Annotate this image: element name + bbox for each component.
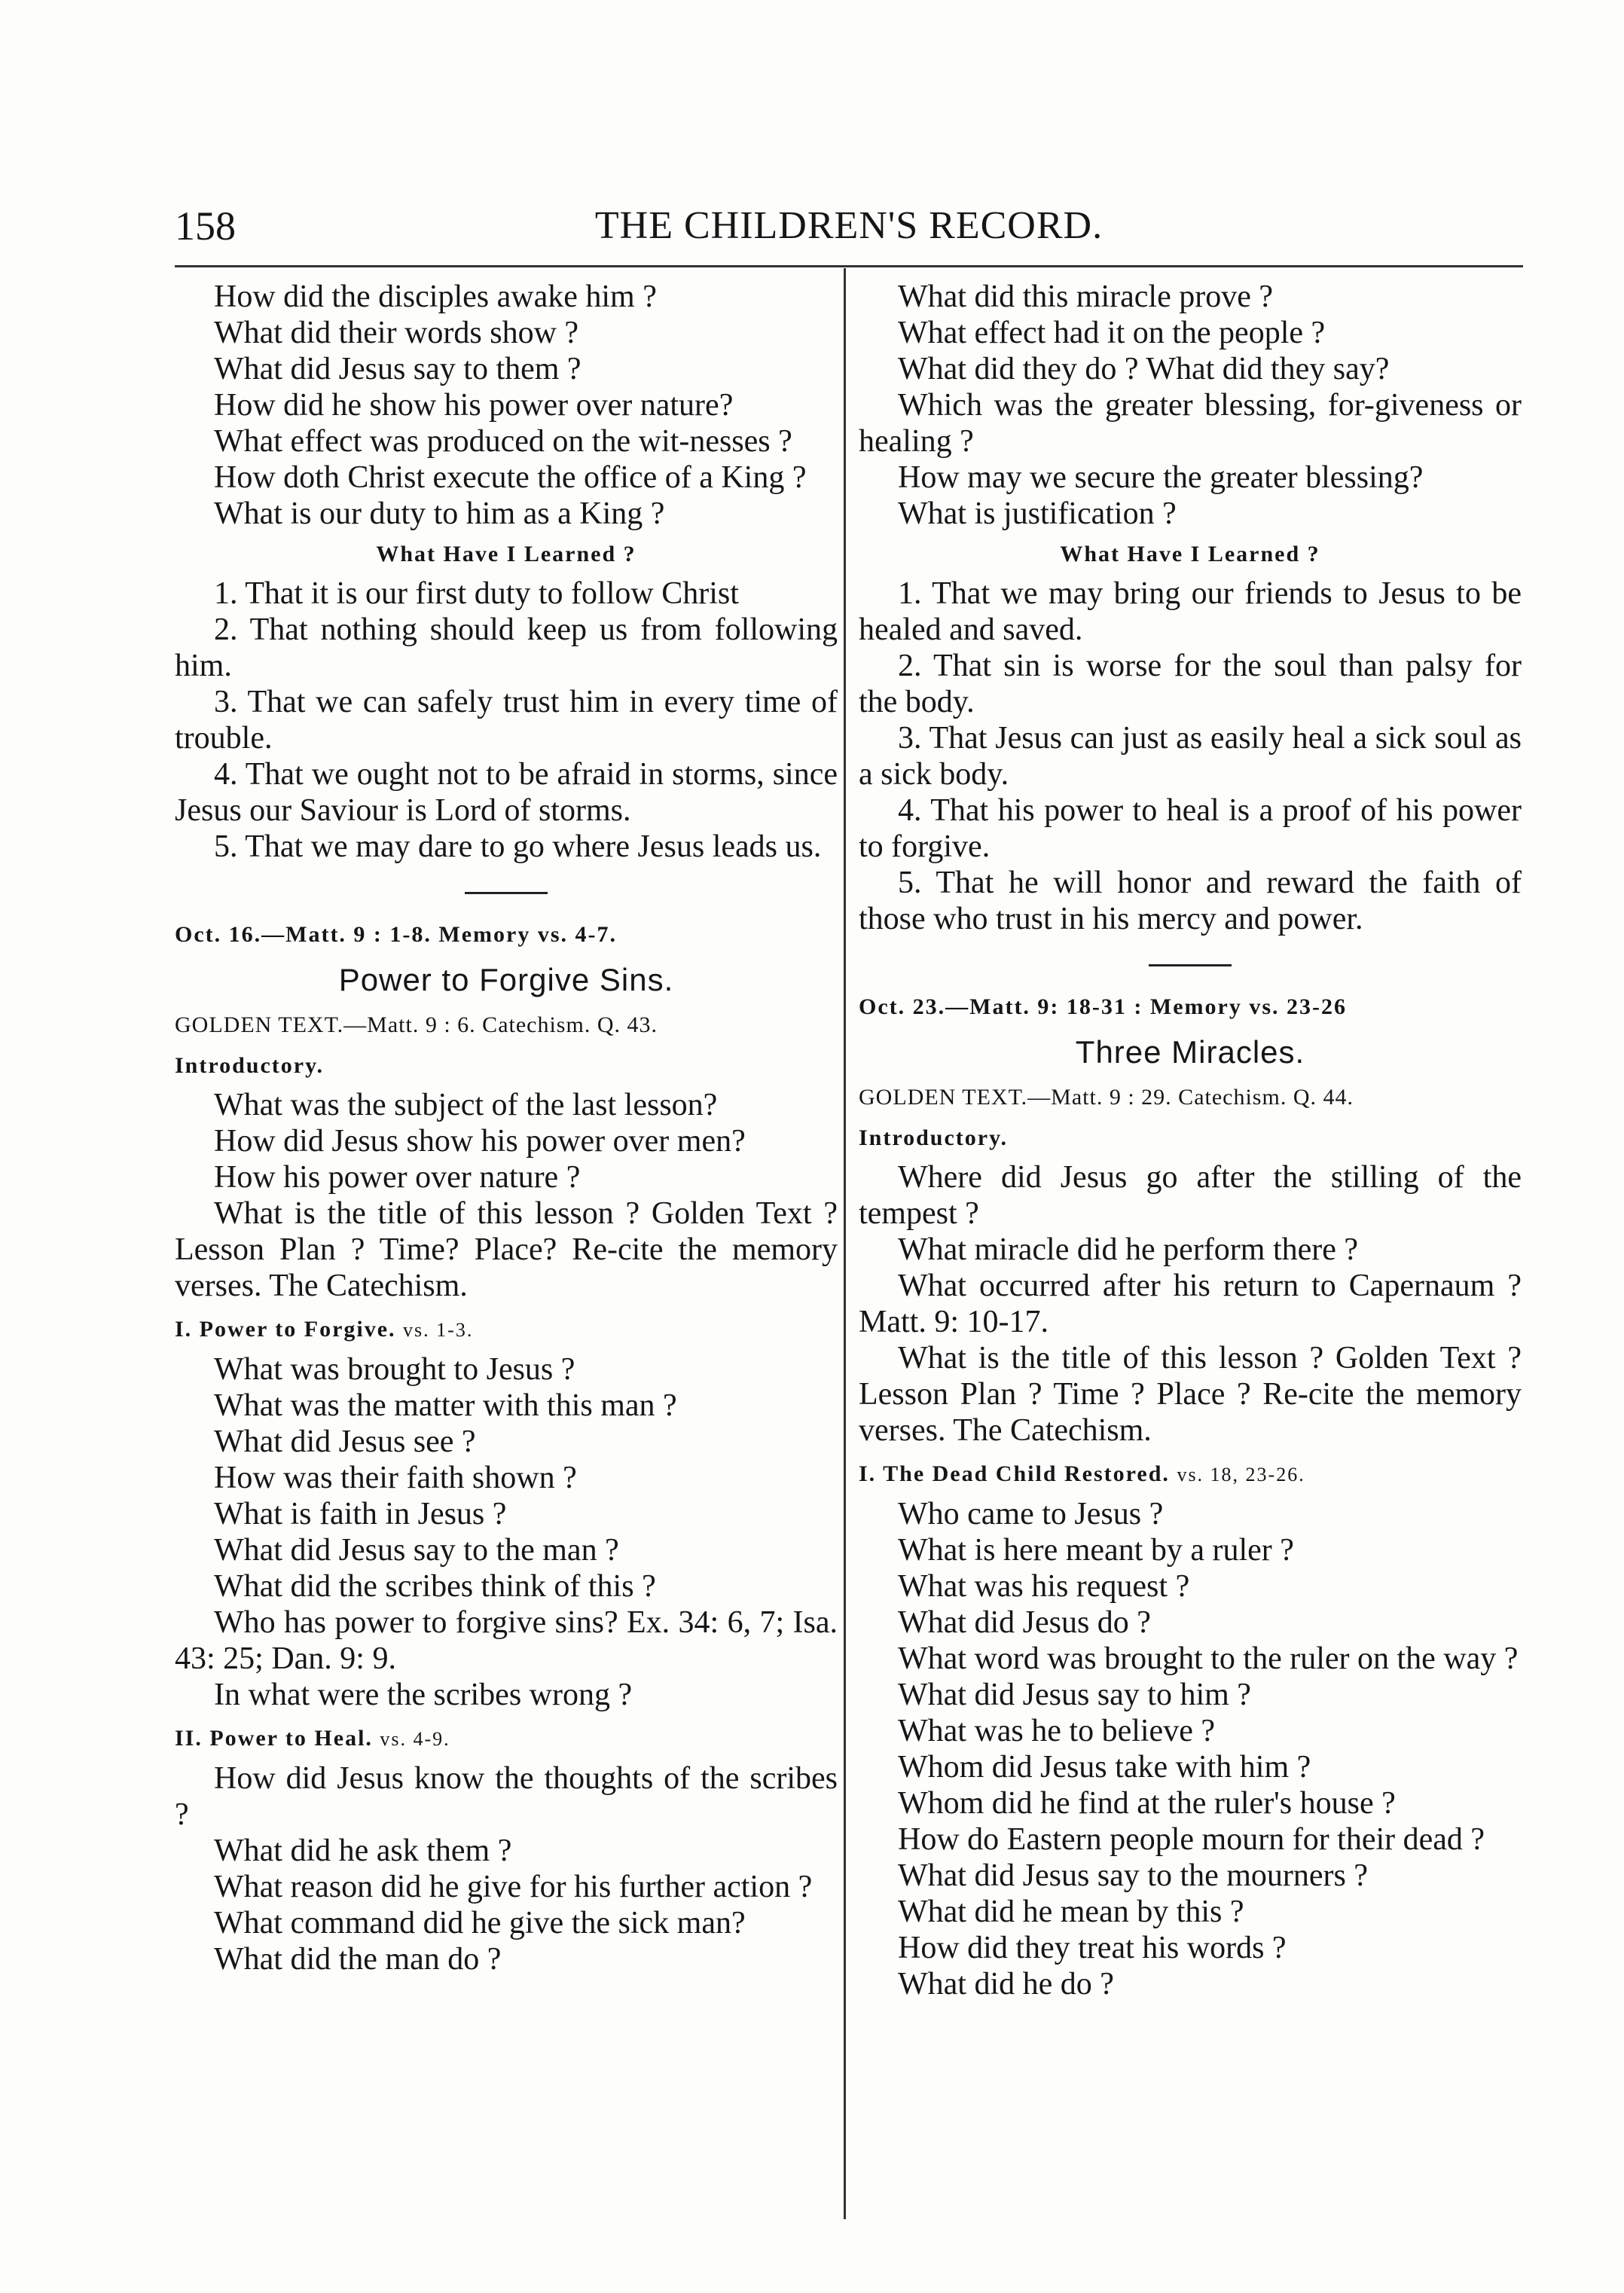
question: How do Eastern people mourn for their dead ?	[898, 1822, 1485, 1857]
learned-item: 1. That we may bring our friends to Jesus to be healed and saved.	[859, 576, 1522, 647]
question: How may we secure the greater blessing?	[898, 460, 1424, 495]
learned-heading: What Have I Learned ?	[1060, 542, 1320, 566]
question: How did they treat his words ?	[898, 1931, 1287, 1965]
learned-heading: What Have I Learned ?	[376, 542, 636, 566]
question: How did he show his power over nature?	[214, 388, 734, 423]
learned-item: 3. That Jesus can just as easily heal a sick soul as a sick body.	[859, 721, 1522, 792]
learned-item: 4. That his power to heal is a proof of his power to forgive.	[859, 793, 1522, 864]
question: What did Jesus see ?	[214, 1424, 476, 1459]
learned-item: 2. That nothing should keep us from following him.	[175, 612, 838, 683]
question: Whom did Jesus take with him ?	[898, 1750, 1311, 1785]
question: What effect was produced on the wit-nesses ?	[214, 424, 792, 459]
question: What did they do ? What did they say?	[898, 352, 1390, 386]
lesson-title: Power to Forgive Sins.	[338, 962, 674, 997]
question: What did this miracle prove ?	[898, 279, 1273, 314]
question: How did the disciples awake him ?	[214, 279, 657, 314]
section-heading	[175, 1314, 838, 1345]
introductory-heading: Introductory.	[175, 1053, 324, 1078]
column-divider	[844, 268, 846, 2219]
question: What reason did he give for his further action ?	[214, 1870, 813, 1904]
question: What miracle did he perform there ?	[898, 1232, 1359, 1267]
learned-item: 2. That sin is worse for the soul than palsy for the body.	[859, 649, 1522, 719]
question: What did he ask them ?	[214, 1833, 512, 1868]
question: How his power over nature ?	[214, 1160, 581, 1195]
left-column	[175, 279, 838, 1977]
learned-item: 5. That we may dare to go where Jesus leads us.	[214, 829, 822, 864]
question: What did he mean by this ?	[898, 1895, 1244, 1929]
question: In what were the scribes wrong ?	[214, 1678, 633, 1712]
section-title: I. Power to Forgive.	[175, 1317, 396, 1342]
question: What was the subject of the last lesson?	[214, 1088, 718, 1122]
header-rule	[175, 265, 1523, 267]
lesson-reference: Oct. 16.—Matt. 9 : 1-8. Memory vs. 4-7.	[175, 922, 618, 947]
question: What did Jesus say to them ?	[214, 352, 582, 386]
question: What did Jesus say to the mourners ?	[898, 1858, 1369, 1893]
question: What did Jesus say to the man ?	[214, 1533, 619, 1568]
question: What occurred after his return to Capernaum ? Matt. 9: 10-17.	[859, 1269, 1522, 1339]
question: What is faith in Jesus ?	[214, 1497, 507, 1531]
section-rule	[1149, 964, 1232, 966]
question: How did Jesus know the thoughts of the scribes ?	[175, 1761, 838, 1832]
question: What did Jesus say to him ?	[898, 1678, 1251, 1712]
question: What was brought to Jesus ?	[214, 1352, 575, 1387]
question: What was his request ?	[898, 1569, 1190, 1604]
page-number: 158	[175, 203, 236, 249]
question: How did Jesus show his power over men?	[214, 1124, 746, 1159]
running-title: THE CHILDREN'S RECORD.	[594, 204, 1104, 247]
question: What is the title of this lesson ? Golden Text ? Lesson Plan ? Time ? Place ? Re-cite the memory verses. The Catechism.	[859, 1341, 1522, 1448]
section-verses: vs. 18, 23-26.	[1177, 1464, 1305, 1485]
section-verses: vs. 4-9.	[380, 1728, 450, 1750]
question: What was the matter with this man ?	[214, 1388, 677, 1423]
section-rule	[465, 892, 548, 894]
introductory-heading: Introductory.	[859, 1125, 1008, 1150]
question: Whom did he find at the ruler's house ?	[898, 1786, 1396, 1821]
question: Who came to Jesus ?	[898, 1497, 1164, 1531]
section-title: II. Power to Heal.	[175, 1726, 373, 1751]
question: What is the title of this lesson ? Golden Text ? Lesson Plan ? Time? Place? Re-cite the memory verses. The Catechism.	[175, 1196, 838, 1303]
section-heading	[859, 1459, 1522, 1490]
question: What did he do ?	[898, 1967, 1114, 2001]
lesson-reference: Oct. 23.—Matt. 9: 18-31 : Memory vs. 23-26	[859, 994, 1348, 1019]
section-heading	[175, 1724, 838, 1754]
section-verses: vs. 1-3.	[403, 1319, 474, 1341]
question: How doth Christ execute the office of a King ?	[214, 460, 807, 495]
lesson-title: Three Miracles.	[1075, 1034, 1305, 1070]
question: What effect had it on the people ?	[898, 316, 1326, 350]
learned-item: 5. That he will honor and reward the faith of those who trust in his mercy and power.	[859, 866, 1522, 936]
question: What word was brought to the ruler on the way ?	[898, 1641, 1519, 1676]
question: What is here meant by a ruler ?	[898, 1533, 1294, 1568]
question: How was their faith shown ?	[214, 1461, 577, 1495]
learned-item: 4. That we ought not to be afraid in storms, since Jesus our Saviour is Lord of storms.	[175, 757, 838, 828]
question: What is justification ?	[898, 496, 1177, 531]
question: Where did Jesus go after the stilling of the tempest ?	[859, 1160, 1522, 1231]
right-column	[859, 279, 1522, 2002]
question: What was he to believe ?	[898, 1714, 1215, 1748]
question: What command did he give the sick man?	[214, 1906, 746, 1940]
question: What did their words show ?	[214, 316, 579, 350]
learned-item: 1. That it is our first duty to follow Christ	[214, 576, 739, 611]
question: What did the scribes think of this ?	[214, 1569, 656, 1604]
section-title: I. The Dead Child Restored.	[859, 1461, 1170, 1486]
question: What did the man do ?	[214, 1942, 502, 1977]
question: Who has power to forgive sins? Ex. 34: 6, 7; Isa. 43: 25; Dan. 9: 9.	[175, 1605, 838, 1676]
question: What did Jesus do ?	[898, 1605, 1151, 1640]
question: Which was the greater blessing, for-giveness or healing ?	[859, 388, 1522, 459]
learned-item: 3. That we can safely trust him in every time of trouble.	[175, 685, 838, 756]
golden-text: GOLDEN TEXT.—Matt. 9 : 6. Catechism. Q. 43.	[175, 1012, 658, 1037]
question: What is our duty to him as a King ?	[214, 496, 665, 531]
golden-text: GOLDEN TEXT.—Matt. 9 : 29. Catechism. Q. 44.	[859, 1085, 1354, 1110]
page-header	[175, 196, 1523, 264]
